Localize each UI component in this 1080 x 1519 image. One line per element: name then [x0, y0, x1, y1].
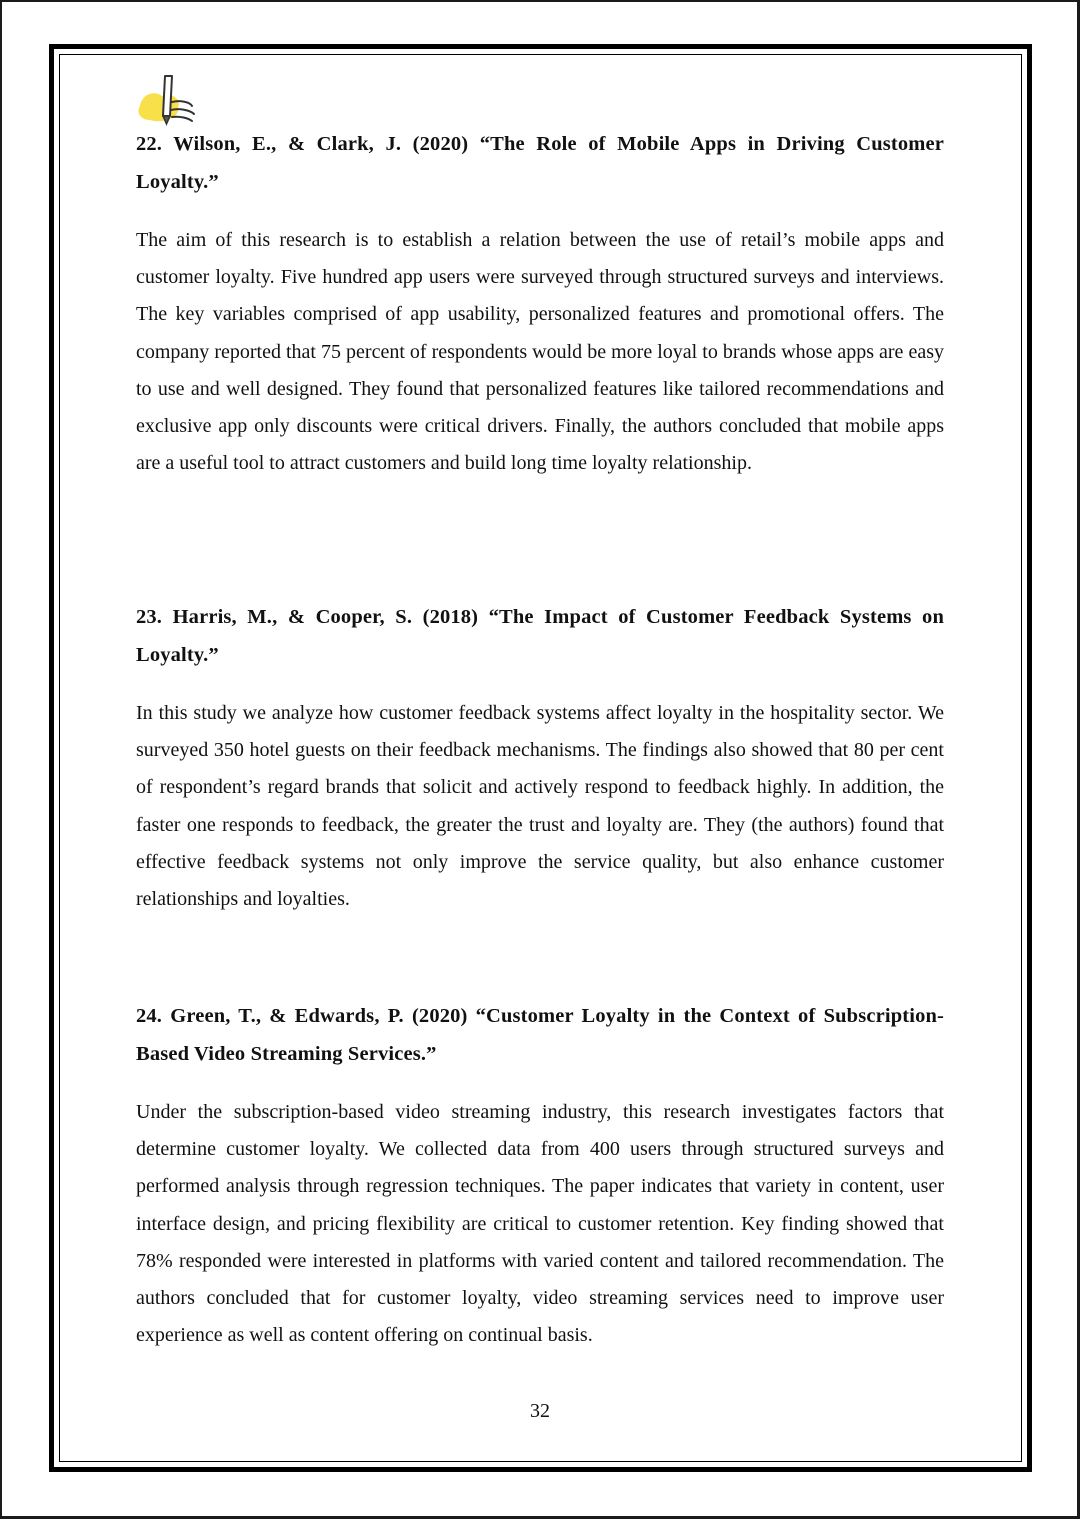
entry-heading-23: 23. Harris, M., & Cooper, S. (2018) “The Impact of Customer Feedback Systems on Loyalty.” [136, 606, 944, 666]
entry-heading-22: 22. Wilson, E., & Clark, J. (2020) “The Role of Mobile Apps in Driving Customer Loyalty.” [136, 133, 944, 193]
entry-heading-24: 24. Green, T., & Edwards, P. (2020) “Customer Loyalty in the Context of Subscription-Based Video Streaming Services.” [136, 1005, 944, 1065]
entry-body-24: Under the subscription-based video streaming industry, this research investigates factors that determine customer loyalty. We collected data from 400 users through structured surveys and performed analysis through regression techniques. The paper indicates that variety in content, user interface design, and pricing flexibility are critical to customer retention. Key finding showed that 78% responded were interested in platforms with varied content and tailored recommendation. The authors concluded that for customer loyalty, video streaming services need to improve user experience as well as content offering on continual basis. [136, 1101, 944, 1347]
page-number: 32 [530, 1400, 550, 1422]
entry-body-22: The aim of this research is to establish a relation between the use of retail’s mobile apps and customer loyalty. Five hundred app users were surveyed through structured surveys and interviews. The key variables comprised of app usability, personalized features and promotional offers. The company reported that 75 percent of respondents would be more loyal to brands whose apps are easy to use and well designed. They found that personalized features like tailored recommendations and exclusive app only discounts were critical drivers. Finally, the authors concluded that mobile apps are a useful tool to attract customers and build long time loyalty relationship. [136, 229, 944, 475]
entry-body-23: In this study we analyze how customer feedback systems affect loyalty in the hospitality sector. We surveyed 350 hotel guests on their feedback mechanisms. The findings also showed that 80 per cent of respondent’s regard brands that solicit and actively respond to feedback highly. In addition, the faster one responds to feedback, the greater the trust and loyalty are. They (the authors) found that effective feedback systems not only improve the service quality, but also enhance customer relationships and loyalties. [136, 702, 944, 911]
pen-with-highlight-icon [132, 72, 204, 128]
